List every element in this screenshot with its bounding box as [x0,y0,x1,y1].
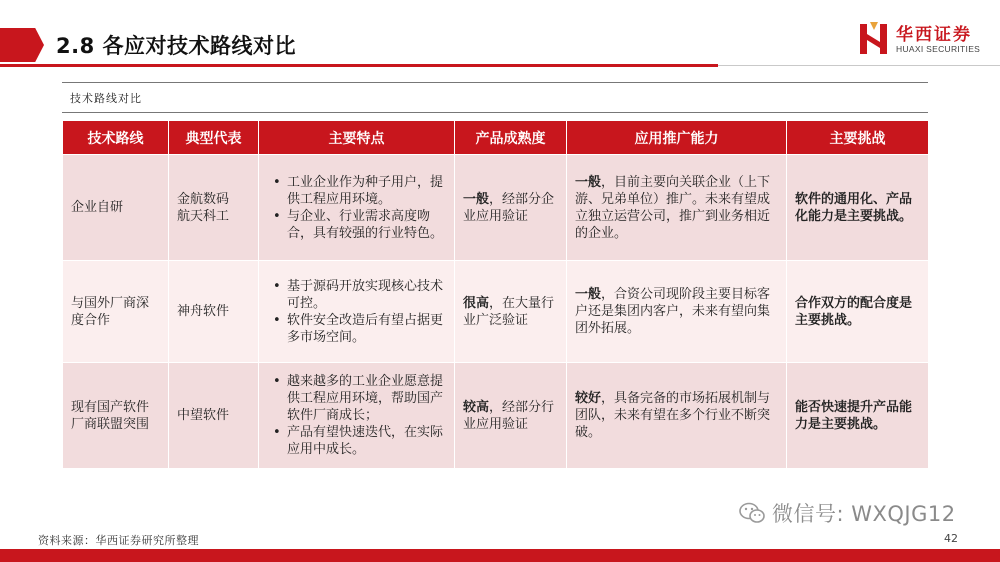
wechat-icon [738,501,766,525]
slide-title: 2.8 各应对技术路线对比 [56,34,297,58]
table-caption: 技术路线对比 [70,92,142,105]
feature-item: • 越来越多的工业企业愿意提供工程应用环境，帮助国产软件厂商成长； [267,373,446,424]
maturity-level: 很高 [463,295,490,311]
table-row [63,155,929,261]
feature-item: • 与企业、行业需求高度吻合，具有较强的行业特色。 [267,208,446,242]
promotion-level: 较好 [575,391,602,406]
table-header-row [63,121,929,155]
cell-representative: 金航数码 航天科工 [169,155,259,261]
feature-item: • 产品有望快速迭代，在实际应用中成长。 [267,424,446,458]
title-accent-block [0,28,44,62]
header-maturity: 产品成熟度 [455,121,567,155]
brand-logo [858,18,988,62]
header-route: 技术路线 [63,121,169,155]
title-underline [0,64,718,67]
maturity-detail: ，在大量行业广泛验证 [463,295,555,328]
source-note: 资料来源：华西证券研究所整理 [38,534,199,547]
feature-item: • 工业企业作为种子用户，提供工程应用环境。 [267,174,446,208]
feature-item: • 基于源码开放实现核心技术可控。 [267,278,446,312]
caption-divider-bottom [62,112,928,113]
wechat-id-text: 微信号: WXQJG12 [772,502,956,526]
footer-bar [0,549,1000,562]
cell-features [259,261,455,363]
cell-maturity [455,363,567,469]
comparison-table [62,120,929,469]
logo-chinese-name: 华西证券 [896,25,972,45]
cell-promotion [567,363,787,469]
header-challenge: 主要挑战 [787,121,929,155]
cell-maturity [455,155,567,261]
cell-maturity [455,261,567,363]
header-promotion: 应用推广能力 [567,121,787,155]
maturity-detail: ，经部分行业应用验证 [463,399,555,432]
wechat-watermark [738,498,956,528]
promotion-level: 一般 [575,287,602,302]
header-representative: 典型代表 [169,121,259,155]
cell-challenge: 软件的通用化、产品化能力是主要挑战。 [787,155,929,261]
table-row [63,363,929,469]
header-features: 主要特点 [259,121,455,155]
maturity-level: 较高 [463,399,490,415]
title-underline-gray [718,65,1000,66]
huaxi-logo-icon [858,20,890,56]
cell-challenge: 能否快速提升产品能力是主要挑战。 [787,363,929,469]
cell-features [259,155,455,261]
promotion-level: 一般 [575,174,602,190]
promotion-detail: ，合资公司现阶段主要目标客户还是集团内客户，未来有望向集团外拓展。 [575,287,771,336]
table-row [63,261,929,363]
cell-promotion [567,261,787,363]
cell-route: 与国外厂商深度合作 [63,261,169,363]
cell-challenge: 合作双方的配合度是主要挑战。 [787,261,929,363]
maturity-level: 一般 [463,191,490,207]
logo-english-name: HUAXI SECURITIES [896,44,981,54]
page-number: 42 [944,532,958,545]
cell-features [259,363,455,469]
cell-promotion [567,155,787,261]
slide-header [0,18,1000,70]
feature-item: • 软件安全改造后有望占据更多市场空间。 [267,312,446,346]
maturity-detail: ，经部分企业应用验证 [463,191,555,224]
cell-representative: 神舟软件 [169,261,259,363]
promotion-detail: ，目前主要向关联企业（上下游、兄弟单位）推广。未来有望成立独立运营公司，推广到业务相近的企业。 [575,174,771,241]
cell-representative: 中望软件 [169,363,259,469]
promotion-detail: ，具备完备的市场拓展机制与团队，未来有望在多个行业不断突破。 [575,391,771,440]
cell-route: 企业自研 [63,155,169,261]
caption-divider-top [62,82,928,83]
cell-route: 现有国产软件厂商联盟突围 [63,363,169,469]
